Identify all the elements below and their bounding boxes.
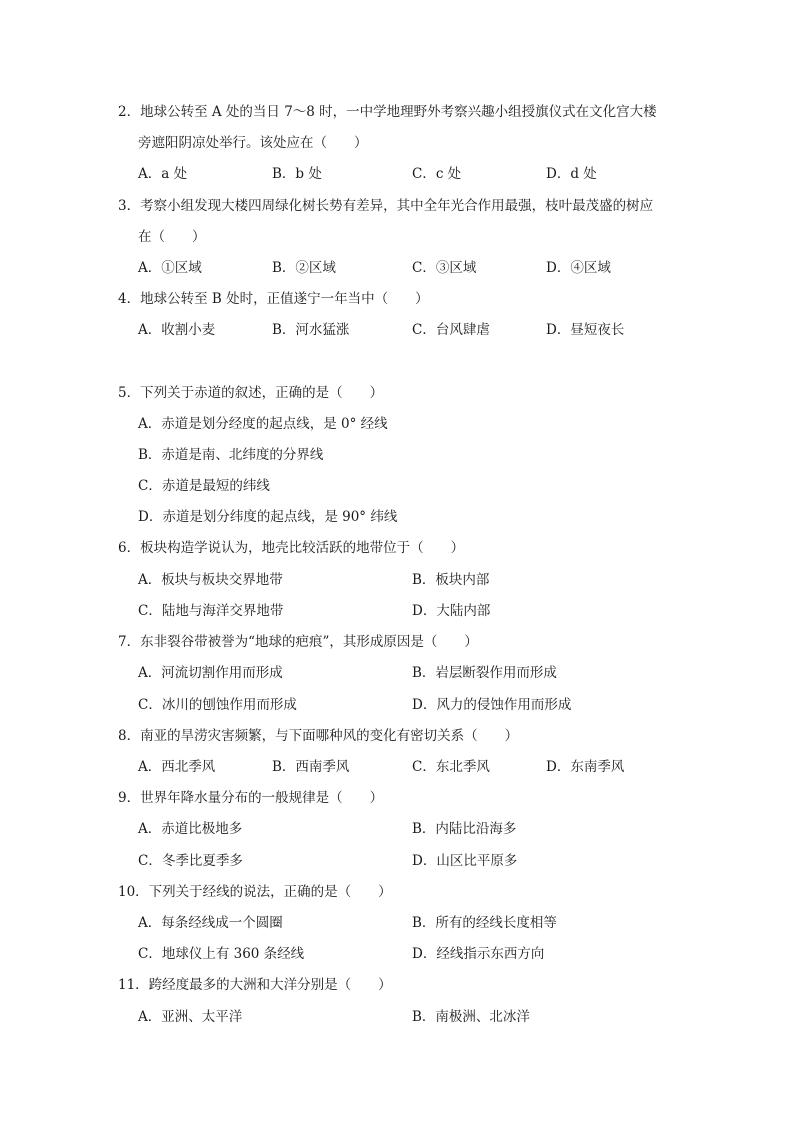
question-9-option-d: D．山区比平原多	[412, 853, 518, 869]
question-6-option-d: D．大陆内部	[412, 603, 491, 619]
question-9-option-b: B．内陆比沿海多	[412, 821, 517, 837]
question-7-option-c: C．冰川的刨蚀作用而形成	[138, 697, 297, 713]
question-3-stem-cont: 在（ ）	[138, 229, 206, 245]
question-9-option-a: A．赤道比极地多	[138, 821, 243, 837]
question-2-stem: 2．地球公转至 A 处的当日 7～8 时，一中学地理野外考察兴趣小组授旗仪式在文化宫大楼	[118, 104, 657, 120]
question-2-option-d: D．d 处	[546, 166, 597, 182]
question-5-stem: 5．下列关于赤道的叙述，正确的是（ ）	[118, 385, 384, 401]
question-2-stem-cont: 旁遮阳阴凉处举行。该处应在（ ）	[138, 135, 368, 151]
question-2-option-a: A．a 处	[138, 166, 188, 182]
question-8-option-b: B．西南季风	[272, 759, 350, 775]
question-9-stem: 9．世界年降水量分布的一般规律是（ ）	[118, 790, 384, 806]
question-5-option-d: D．赤道是划分纬度的起点线，是 90° 纬线	[138, 509, 398, 525]
question-2-option-b: B．b 处	[272, 166, 322, 182]
question-8-option-d: D．东南季风	[546, 759, 625, 775]
question-3-option-c: C．③区域	[412, 260, 477, 276]
question-7-stem: 7．东非裂谷带被誉为“地球的疤痕”，其形成原因是（ ）	[118, 634, 478, 650]
question-2-option-c: C．c 处	[412, 166, 462, 182]
question-4-option-b: B．河水猛涨	[272, 322, 350, 338]
question-10-option-d: D．经线指示东西方向	[412, 946, 545, 962]
question-3-stem: 3．考察小组发现大楼四周绿化树长势有差异，其中全年光合作用最强，枝叶最茂盛的树应	[118, 198, 654, 214]
question-6-option-a: A．板块与板块交界地带	[138, 572, 283, 588]
question-11-option-a: A．亚洲、太平洋	[138, 1009, 243, 1025]
question-5-option-b: B．赤道是南、北纬度的分界线	[138, 447, 324, 463]
question-10-stem: 10．下列关于经线的说法，正确的是（ ）	[118, 884, 392, 900]
question-3-option-d: D．④区域	[546, 260, 611, 276]
question-3-option-a: A．①区域	[138, 260, 202, 276]
question-5-option-c: C．赤道是最短的纬线	[138, 478, 270, 494]
question-11-stem: 11．跨经度最多的大洲和大洋分别是（ ）	[118, 977, 392, 993]
question-7-option-a: A．河流切割作用而形成	[138, 665, 283, 681]
question-8-option-c: C．东北季风	[412, 759, 490, 775]
question-10-option-a: A．每条经线成一个圆圈	[138, 915, 283, 931]
question-6-option-b: B．板块内部	[412, 572, 490, 588]
question-9-option-c: C．冬季比夏季多	[138, 853, 243, 869]
question-3-option-b: B．②区域	[272, 260, 336, 276]
question-11-option-b: B．南极洲、北冰洋	[412, 1009, 530, 1025]
question-4-option-d: D．昼短夜长	[546, 322, 625, 338]
question-7-option-d: D．风力的侵蚀作用而形成	[412, 697, 572, 713]
question-4-option-c: C．台风肆虐	[412, 322, 490, 338]
question-8-option-a: A．西北季风	[138, 759, 216, 775]
question-4-option-a: A．收割小麦	[138, 322, 216, 338]
question-6-stem: 6．板块构造学说认为，地壳比较活跃的地带位于（ ）	[118, 540, 465, 556]
question-6-option-c: C．陆地与海洋交界地带	[138, 603, 284, 619]
question-10-option-b: B．所有的经线长度相等	[412, 915, 557, 931]
question-10-option-c: C．地球仪上有 360 条经线	[138, 946, 305, 962]
question-8-stem: 8．南亚的旱涝灾害频繁，与下面哪种风的变化有密切关系（ ）	[118, 728, 519, 744]
question-7-option-b: B．岩层断裂作用而形成	[412, 665, 557, 681]
question-4-stem: 4．地球公转至 B 处时，正值遂宁一年当中（ ）	[118, 291, 429, 307]
question-5-option-a: A．赤道是划分经度的起点线，是 0° 经线	[138, 416, 388, 432]
